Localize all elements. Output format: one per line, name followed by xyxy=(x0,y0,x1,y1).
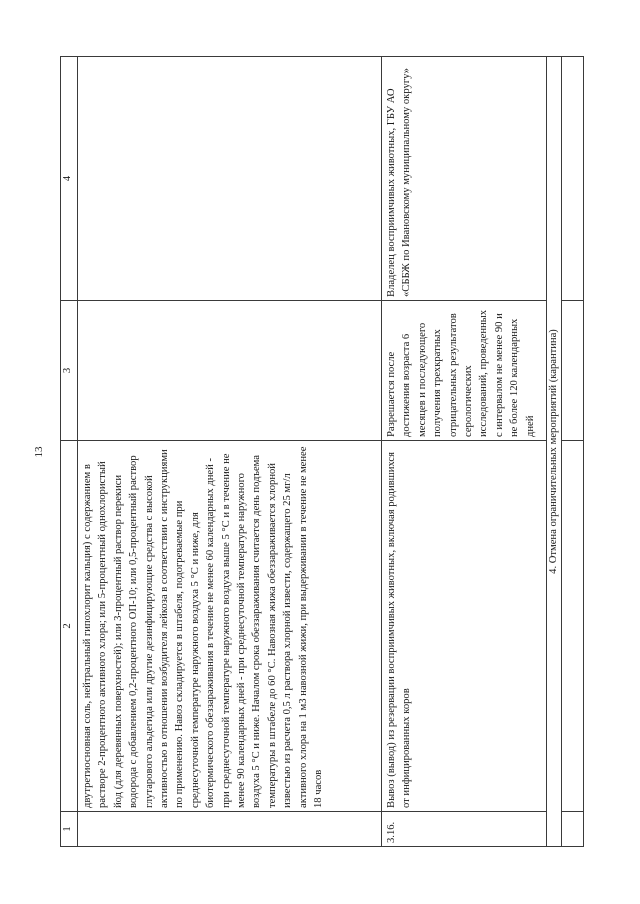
table-row xyxy=(382,57,547,847)
responsible-cell xyxy=(78,57,382,301)
empty-cell xyxy=(562,301,584,441)
timing-cell xyxy=(78,301,382,441)
table-row xyxy=(78,57,382,847)
table-row xyxy=(562,57,584,847)
header-col-4: 4 xyxy=(61,57,78,301)
page-number: 13 xyxy=(33,446,45,458)
rotated-table-container xyxy=(60,57,580,847)
row-number-cell xyxy=(78,812,382,847)
measures-table xyxy=(60,56,584,847)
empty-cell xyxy=(562,57,584,301)
section-title-row xyxy=(547,57,562,847)
header-col-1: 1 xyxy=(61,812,78,847)
measure-cell: двутретиосновная соль, нейтральный гипохлорит кальция) с содержанием в растворе 2-процентного активного хлора; или 5-процентный однохлористый йод (для деревянных поверхностей); или 3-процентный раствор перекиси водорода с добавлением 0,2-процентного ОП-10; или 0,5-процентный раствор глутарового альдегида или другие дезинфицирующие средства с высокой активностью в отношении возбудителя лейкоза в соответствии с инструкциями по применению. Навоз складируется в штабеля, подогреваемые при среднесуточной температуре наружного воздуха 5 °С и ниже, для биотермического обеззараживания в течение не менее 60 календарных дней - при среднесуточной температуре наружного воздуха выше 5 °С и в течение не менее 90 календарных дней - при среднесуточной температуре наружного воздуха 5 °С и ниже. Началом срока обеззараживания считается день подъема температуры в штабеле до 60 °С. Навозная жижа обеззараживается хлорной известью из расчета 0,5 л раствора хлорной извести, содержащего 25 мг/л активного хлора на 1 м3 навозной жижи, при выдерживании в течение не менее 18 часов xyxy=(78,441,382,812)
empty-cell xyxy=(562,812,584,847)
section-title: 4. Отмена ограничительных мероприятий (карантина) xyxy=(547,57,562,847)
measure-cell: Вывоз (вывод) из резервации восприимчивых животных, включая родившихся от инфицированных коров xyxy=(382,441,547,812)
header-col-3: 3 xyxy=(61,301,78,441)
table-header-row xyxy=(61,57,78,847)
empty-cell xyxy=(562,441,584,812)
timing-cell: Разрешается после достижения возраста 6 месяцев и последующего получения трехкратных отрицательных результатов серологических исследований, проведенных с интервалом не менее 90 и не более 120 календарных дней xyxy=(382,301,547,441)
row-number-cell: 3.16. xyxy=(382,812,547,847)
header-col-2: 2 xyxy=(61,441,78,812)
responsible-cell: Владелец восприимчивых животных, ГБУ АО «СББЖ по Ивановскому муниципальному округу» xyxy=(382,57,547,301)
